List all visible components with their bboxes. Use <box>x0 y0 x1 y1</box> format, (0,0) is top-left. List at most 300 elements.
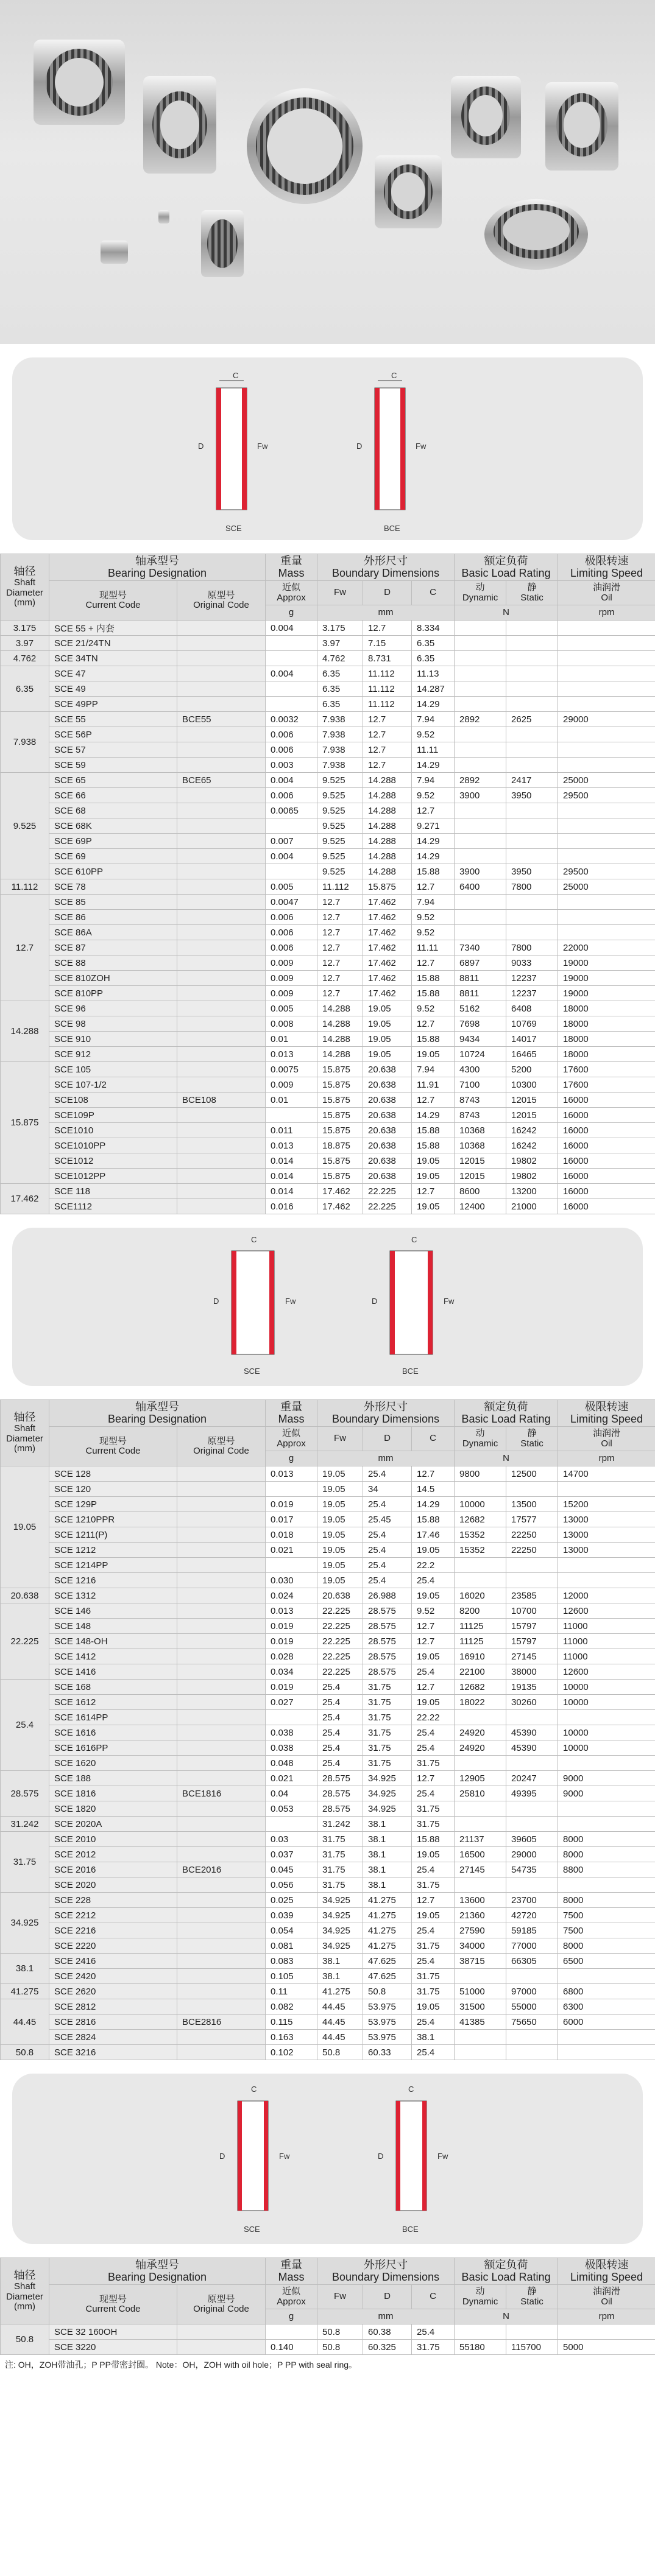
d-cell: 50.8 <box>363 1984 412 1999</box>
static-load-cell: 12237 <box>506 971 558 986</box>
c-cell: 31.75 <box>412 1938 455 1954</box>
c-cell: 9.52 <box>412 910 455 925</box>
c-cell: 19.05 <box>412 1199 455 1214</box>
fw-cell: 31.75 <box>317 1847 363 1862</box>
oil-speed-cell <box>558 1482 655 1497</box>
current-code-cell: SCE 96 <box>49 1001 177 1016</box>
c-cell: 22.22 <box>412 1710 455 1725</box>
d-cell: 25.4 <box>363 1527 412 1543</box>
static-load-cell <box>506 758 558 773</box>
d-cell: 41.275 <box>363 1893 412 1908</box>
shaft-diameter-cell: 34.925 <box>1 1893 49 1954</box>
shaft-diameter-cell: 41.275 <box>1 1984 49 1999</box>
mass-cell: 0.006 <box>266 742 317 758</box>
shaft-diameter-cell: 6.35 <box>1 666 49 712</box>
d-cell: 20.638 <box>363 1153 412 1169</box>
static-load-cell: 19135 <box>506 1680 558 1695</box>
static-load-cell: 54735 <box>506 1862 558 1877</box>
d-cell: 12.7 <box>363 727 412 742</box>
fw-cell: 15.875 <box>317 1077 363 1093</box>
current-code-cell: SCE 148-OH <box>49 1634 177 1649</box>
table-row <box>1 1984 655 1999</box>
section-drawing <box>12 2074 643 2244</box>
static-load-cell: 16242 <box>506 1123 558 1138</box>
oil-speed-cell: 11000 <box>558 1649 655 1664</box>
original-code-cell <box>177 1062 266 1077</box>
static-load-cell <box>506 681 558 697</box>
spec-table-3: 轴径 Shaft Diameter (mm) 轴承型号 Bearing Designation 重量 Mass 外形尺寸 Boundary Dimensions 额定负荷 Basic Load Rating 极限转速 Limiting Speed 现型号 Current Code 原型号 Original Code 近似 Approx Fw D C 动 Dynamic 静 Static 油润滑 Oil g mm N rpm 50.8 SCE 32 160OH 50.8 60.38 25.4 SCE 3220 0.140 50.8 60.325 31.75 55180 115700 5000 <box>0 2258 655 2355</box>
fw-cell: 9.525 <box>317 834 363 849</box>
mass-cell: 0.019 <box>266 1634 317 1649</box>
c-cell: 19.05 <box>412 1169 455 1184</box>
static-load-cell: 30260 <box>506 1695 558 1710</box>
original-code-cell <box>177 2340 266 2355</box>
fw-cell: 12.7 <box>317 910 363 925</box>
current-code-cell: SCE 85 <box>49 895 177 910</box>
static-load-cell <box>506 1969 558 1984</box>
static-load-cell: 45390 <box>506 1740 558 1756</box>
needle-bearing-illustration <box>0 0 655 344</box>
c-cell: 19.05 <box>412 1908 455 1923</box>
c-cell: 11.11 <box>412 742 455 758</box>
fw-cell: 19.05 <box>317 1512 363 1527</box>
current-code-cell: SCE 610PP <box>49 864 177 879</box>
dynamic-load-cell <box>455 1558 506 1573</box>
oil-speed-cell: 19000 <box>558 955 655 971</box>
oil-speed-cell <box>558 910 655 925</box>
d-cell: 41.275 <box>363 1908 412 1923</box>
current-code-cell: SCE 105 <box>49 1062 177 1077</box>
c-cell: 25.4 <box>412 1954 455 1969</box>
d-cell: 20.638 <box>363 1093 412 1108</box>
current-code-cell: SCE 55 <box>49 712 177 727</box>
d-cell: 17.462 <box>363 925 412 940</box>
oil-speed-cell <box>558 2030 655 2045</box>
original-code-cell <box>177 1108 266 1123</box>
mass-cell: 0.027 <box>266 1695 317 1710</box>
original-code-cell <box>177 1001 266 1016</box>
current-code-cell: SCE 1412 <box>49 1649 177 1664</box>
oil-speed-cell <box>558 666 655 681</box>
oil-speed-cell: 6500 <box>558 1954 655 1969</box>
d-cell: 31.75 <box>363 1756 412 1771</box>
d-cell: 53.975 <box>363 2015 412 2030</box>
dynamic-load-cell: 8600 <box>455 1184 506 1199</box>
dynamic-load-cell: 6897 <box>455 955 506 971</box>
d-cell: 34.925 <box>363 1801 412 1817</box>
table-row <box>1 1001 655 1016</box>
svg-text:Fw: Fw <box>416 442 427 451</box>
table-row <box>1 834 655 849</box>
static-load-cell: 16242 <box>506 1138 558 1153</box>
shaft-diameter-cell: 50.8 <box>1 2045 49 2060</box>
fw-cell: 3.97 <box>317 636 363 651</box>
d-cell: 20.638 <box>363 1077 412 1093</box>
current-code-cell: SCE 66 <box>49 788 177 803</box>
static-load-cell: 9033 <box>506 955 558 971</box>
table-row <box>1 971 655 986</box>
mass-cell: 0.034 <box>266 1664 317 1680</box>
current-code-cell: SCE 1820 <box>49 1801 177 1817</box>
table-row <box>1 910 655 925</box>
table-row <box>1 1695 655 1710</box>
mass-cell: 0.006 <box>266 925 317 940</box>
c-cell: 14.29 <box>412 849 455 864</box>
static-load-cell: 27145 <box>506 1649 558 1664</box>
table-row <box>1 1908 655 1923</box>
mass-cell: 0.008 <box>266 1016 317 1032</box>
current-code-cell: SCE 1210PPR <box>49 1512 177 1527</box>
oil-speed-cell: 8000 <box>558 1832 655 1847</box>
original-code-cell <box>177 1543 266 1558</box>
d-cell: 11.112 <box>363 666 412 681</box>
original-code-cell <box>177 1497 266 1512</box>
fw-cell: 6.35 <box>317 681 363 697</box>
table-row <box>1 788 655 803</box>
d-cell: 28.575 <box>363 1619 412 1634</box>
shaft-diameter-cell: 22.225 <box>1 1603 49 1680</box>
fw-cell: 38.1 <box>317 1969 363 1984</box>
original-code-cell <box>177 621 266 636</box>
current-code-cell: SCE 86A <box>49 925 177 940</box>
static-load-cell: 12500 <box>506 1466 558 1482</box>
oil-speed-cell: 18000 <box>558 1032 655 1047</box>
drawing-panel-1 <box>12 357 643 540</box>
dynamic-load-cell: 3900 <box>455 864 506 879</box>
table-row <box>1 1619 655 1634</box>
mass-cell: 0.021 <box>266 1771 317 1786</box>
fw-cell: 31.75 <box>317 1862 363 1877</box>
table-row <box>1 1771 655 1786</box>
shaft-diameter-cell: 7.938 <box>1 712 49 773</box>
d-cell: 31.75 <box>363 1710 412 1725</box>
svg-text:D: D <box>372 1297 378 1306</box>
dynamic-load-cell: 8200 <box>455 1603 506 1619</box>
mass-cell: 0.003 <box>266 758 317 773</box>
c-cell: 15.88 <box>412 1512 455 1527</box>
oil-speed-cell: 10000 <box>558 1740 655 1756</box>
static-load-cell: 3950 <box>506 788 558 803</box>
current-code-cell: SCE109P <box>49 1108 177 1123</box>
static-load-cell: 12237 <box>506 986 558 1001</box>
table-row <box>1 1893 655 1908</box>
static-load-cell: 6408 <box>506 1001 558 1016</box>
oil-speed-cell: 13000 <box>558 1527 655 1543</box>
d-cell: 20.638 <box>363 1169 412 1184</box>
dynamic-load-cell: 16500 <box>455 1847 506 1862</box>
table-row <box>1 895 655 910</box>
static-load-cell <box>506 636 558 651</box>
fw-cell: 50.8 <box>317 2045 363 2060</box>
table-row <box>1 2030 655 2045</box>
oil-speed-cell: 14700 <box>558 1466 655 1482</box>
c-cell: 25.4 <box>412 1725 455 1740</box>
mass-cell: 0.016 <box>266 1199 317 1214</box>
oil-speed-cell <box>558 818 655 834</box>
static-load-cell: 7800 <box>506 879 558 895</box>
bearing-5 <box>451 76 521 158</box>
oil-speed-cell: 8000 <box>558 1847 655 1862</box>
table-row <box>1 986 655 1001</box>
current-code-cell: SCE 1216 <box>49 1573 177 1588</box>
current-code-cell: SCE 69P <box>49 834 177 849</box>
oil-speed-cell: 18000 <box>558 1001 655 1016</box>
original-code-cell <box>177 1573 266 1588</box>
mass-cell: 0.004 <box>266 849 317 864</box>
shaft-diameter-cell: 31.242 <box>1 1817 49 1832</box>
oil-speed-cell: 17600 <box>558 1062 655 1077</box>
oil-speed-cell: 19000 <box>558 986 655 1001</box>
fw-cell: 25.4 <box>317 1740 363 1756</box>
mass-cell: 0.105 <box>266 1969 317 1984</box>
mass-cell: 0.006 <box>266 940 317 955</box>
shaft-diameter-cell: 3.175 <box>1 621 49 636</box>
fw-cell: 9.525 <box>317 788 363 803</box>
mass-cell: 0.009 <box>266 986 317 1001</box>
table-row <box>1 636 655 651</box>
c-cell: 6.35 <box>412 651 455 666</box>
table-row <box>1 1138 655 1153</box>
static-load-cell: 23700 <box>506 1893 558 1908</box>
dynamic-load-cell: 7698 <box>455 1016 506 1032</box>
mass-cell: 0.019 <box>266 1680 317 1695</box>
c-cell: 31.75 <box>412 1969 455 1984</box>
fw-cell: 4.762 <box>317 651 363 666</box>
oil-speed-cell: 12600 <box>558 1664 655 1680</box>
c-cell: 25.4 <box>412 1862 455 1877</box>
mass-cell <box>266 1558 317 1573</box>
c-cell: 12.7 <box>412 1893 455 1908</box>
mass-cell: 0.011 <box>266 1123 317 1138</box>
static-load-cell: 12015 <box>506 1093 558 1108</box>
oil-speed-cell: 9000 <box>558 1786 655 1801</box>
original-code-cell <box>177 1817 266 1832</box>
d-cell: 12.7 <box>363 758 412 773</box>
static-load-cell <box>506 1877 558 1893</box>
current-code-cell: SCE 88 <box>49 955 177 971</box>
static-load-cell: 16465 <box>506 1047 558 1062</box>
fw-cell: 28.575 <box>317 1786 363 1801</box>
original-code-cell <box>177 681 266 697</box>
oil-speed-cell <box>558 1558 655 1573</box>
current-code-cell: SCE 49 <box>49 681 177 697</box>
table-row <box>1 1482 655 1497</box>
fw-cell: 14.288 <box>317 1016 363 1032</box>
static-load-cell: 38000 <box>506 1664 558 1680</box>
oil-speed-cell: 13000 <box>558 1543 655 1558</box>
d-cell: 19.05 <box>363 1032 412 1047</box>
current-code-cell: SCE 2016 <box>49 1862 177 1877</box>
c-cell: 7.94 <box>412 773 455 788</box>
dynamic-load-cell <box>455 2324 506 2340</box>
oil-speed-cell <box>558 834 655 849</box>
d-cell: 41.275 <box>363 1923 412 1938</box>
mass-cell: 0.013 <box>266 1138 317 1153</box>
mass-cell: 0.04 <box>266 1786 317 1801</box>
bearing-4 <box>375 155 442 228</box>
oil-speed-cell <box>558 849 655 864</box>
c-cell: 9.271 <box>412 818 455 834</box>
dynamic-load-cell: 12015 <box>455 1153 506 1169</box>
current-code-cell: SCE 1212 <box>49 1543 177 1558</box>
dynamic-load-cell <box>455 1817 506 1832</box>
table-row <box>1 1664 655 1680</box>
oil-speed-cell: 18000 <box>558 1047 655 1062</box>
current-code-cell: SCE 120 <box>49 1482 177 1497</box>
d-cell: 31.75 <box>363 1740 412 1756</box>
c-cell: 19.05 <box>412 1649 455 1664</box>
svg-text:D: D <box>356 442 363 451</box>
static-load-cell <box>506 1801 558 1817</box>
original-code-cell <box>177 727 266 742</box>
table-row <box>1 1680 655 1695</box>
mass-cell: 0.0075 <box>266 1062 317 1077</box>
static-load-cell <box>506 2324 558 2340</box>
mass-cell <box>266 1817 317 1832</box>
dynamic-load-cell: 27145 <box>455 1862 506 1877</box>
d-cell: 38.1 <box>363 1847 412 1862</box>
static-load-cell <box>506 818 558 834</box>
original-code-cell <box>177 1603 266 1619</box>
original-code-cell <box>177 1466 266 1482</box>
c-cell: 9.52 <box>412 1603 455 1619</box>
current-code-cell: SCE 2212 <box>49 1908 177 1923</box>
c-cell: 15.88 <box>412 986 455 1001</box>
svg-text:C: C <box>251 2085 257 2094</box>
current-code-cell: SCE 3220 <box>49 2340 177 2355</box>
mass-cell: 0.081 <box>266 1938 317 1954</box>
current-code-cell: SCE 2420 <box>49 1969 177 1984</box>
fw-cell: 17.462 <box>317 1184 363 1199</box>
static-load-cell: 97000 <box>506 1984 558 1999</box>
oil-speed-cell: 29500 <box>558 864 655 879</box>
mass-cell: 0.03 <box>266 1832 317 1847</box>
shaft-diameter-cell: 31.75 <box>1 1832 49 1893</box>
d-cell: 11.112 <box>363 697 412 712</box>
bearing-2 <box>143 76 216 174</box>
oil-speed-cell <box>558 758 655 773</box>
static-load-cell <box>506 697 558 712</box>
fw-cell: 19.05 <box>317 1497 363 1512</box>
c-cell: 9.52 <box>412 1001 455 1016</box>
original-code-cell <box>177 788 266 803</box>
original-code-cell <box>177 1077 266 1093</box>
d-cell: 31.75 <box>363 1680 412 1695</box>
original-code-cell <box>177 1199 266 1214</box>
dynamic-load-cell <box>455 758 506 773</box>
oil-speed-cell: 16000 <box>558 1108 655 1123</box>
d-cell: 34.925 <box>363 1771 412 1786</box>
original-code-cell <box>177 1725 266 1740</box>
table-row <box>1 2340 655 2355</box>
static-load-cell: 5200 <box>506 1062 558 1077</box>
d-cell: 12.7 <box>363 712 412 727</box>
dynamic-load-cell: 4300 <box>455 1062 506 1077</box>
shaft-diameter-cell: 15.875 <box>1 1062 49 1184</box>
mass-cell <box>266 636 317 651</box>
c-cell: 25.4 <box>412 2045 455 2060</box>
bearing-3 <box>247 88 363 204</box>
dynamic-load-cell: 10368 <box>455 1123 506 1138</box>
mass-cell: 0.140 <box>266 2340 317 2355</box>
current-code-cell: SCE 86 <box>49 910 177 925</box>
original-code-cell <box>177 955 266 971</box>
mass-cell: 0.005 <box>266 1001 317 1016</box>
current-code-cell: SCE 2012 <box>49 1847 177 1862</box>
dynamic-load-cell: 12905 <box>455 1771 506 1786</box>
table-row <box>1 1199 655 1214</box>
mass-cell: 0.025 <box>266 1893 317 1908</box>
dynamic-load-cell: 21360 <box>455 1908 506 1923</box>
c-cell: 25.4 <box>412 1786 455 1801</box>
oil-speed-cell: 7500 <box>558 1908 655 1923</box>
mass-cell: 0.013 <box>266 1047 317 1062</box>
mass-cell: 0.004 <box>266 621 317 636</box>
fw-cell: 44.45 <box>317 1999 363 2015</box>
fw-cell: 44.45 <box>317 2030 363 2045</box>
table-row <box>1 1725 655 1740</box>
c-cell: 31.75 <box>412 1877 455 1893</box>
fw-cell: 12.7 <box>317 895 363 910</box>
c-cell: 19.05 <box>412 1543 455 1558</box>
current-code-cell: SCE 1211(P) <box>49 1527 177 1543</box>
c-cell: 12.7 <box>412 1619 455 1634</box>
c-cell: 31.75 <box>412 1817 455 1832</box>
fw-cell: 22.225 <box>317 1664 363 1680</box>
current-code-cell: SCE 1620 <box>49 1756 177 1771</box>
original-code-cell <box>177 1771 266 1786</box>
mass-cell <box>266 1108 317 1123</box>
c-cell: 25.4 <box>412 1573 455 1588</box>
current-code-cell: SCE 1614PP <box>49 1710 177 1725</box>
mass-cell: 0.004 <box>266 773 317 788</box>
svg-text:C: C <box>391 371 397 380</box>
table-row <box>1 1954 655 1969</box>
static-load-cell: 20247 <box>506 1771 558 1786</box>
d-cell: 28.575 <box>363 1634 412 1649</box>
c-cell: 12.7 <box>412 1680 455 1695</box>
current-code-cell: SCE 34TN <box>49 651 177 666</box>
table-row <box>1 1184 655 1199</box>
fw-cell: 3.175 <box>317 621 363 636</box>
d-cell: 53.975 <box>363 2030 412 2045</box>
dynamic-load-cell <box>455 925 506 940</box>
original-code-cell <box>177 1893 266 1908</box>
dynamic-load-cell: 16020 <box>455 1588 506 1603</box>
dynamic-load-cell: 38715 <box>455 1954 506 1969</box>
oil-speed-cell: 11000 <box>558 1619 655 1634</box>
oil-speed-cell <box>558 2045 655 2060</box>
oil-speed-cell: 16000 <box>558 1123 655 1138</box>
static-load-cell: 15797 <box>506 1634 558 1649</box>
c-cell: 11.11 <box>412 940 455 955</box>
bearing-1 <box>34 40 125 125</box>
current-code-cell: SCE 228 <box>49 1893 177 1908</box>
shaft-diameter-cell: 11.112 <box>1 879 49 895</box>
dynamic-load-cell: 11125 <box>455 1634 506 1649</box>
original-code-cell <box>177 636 266 651</box>
table-row <box>1 1153 655 1169</box>
table-row <box>1 940 655 955</box>
original-code-cell <box>177 1634 266 1649</box>
table-row <box>1 1649 655 1664</box>
original-code-cell <box>177 925 266 940</box>
table-row <box>1 1710 655 1725</box>
oil-speed-cell: 10000 <box>558 1695 655 1710</box>
current-code-cell: SCE 2824 <box>49 2030 177 2045</box>
fw-cell: 9.525 <box>317 864 363 879</box>
static-load-cell <box>506 2030 558 2045</box>
